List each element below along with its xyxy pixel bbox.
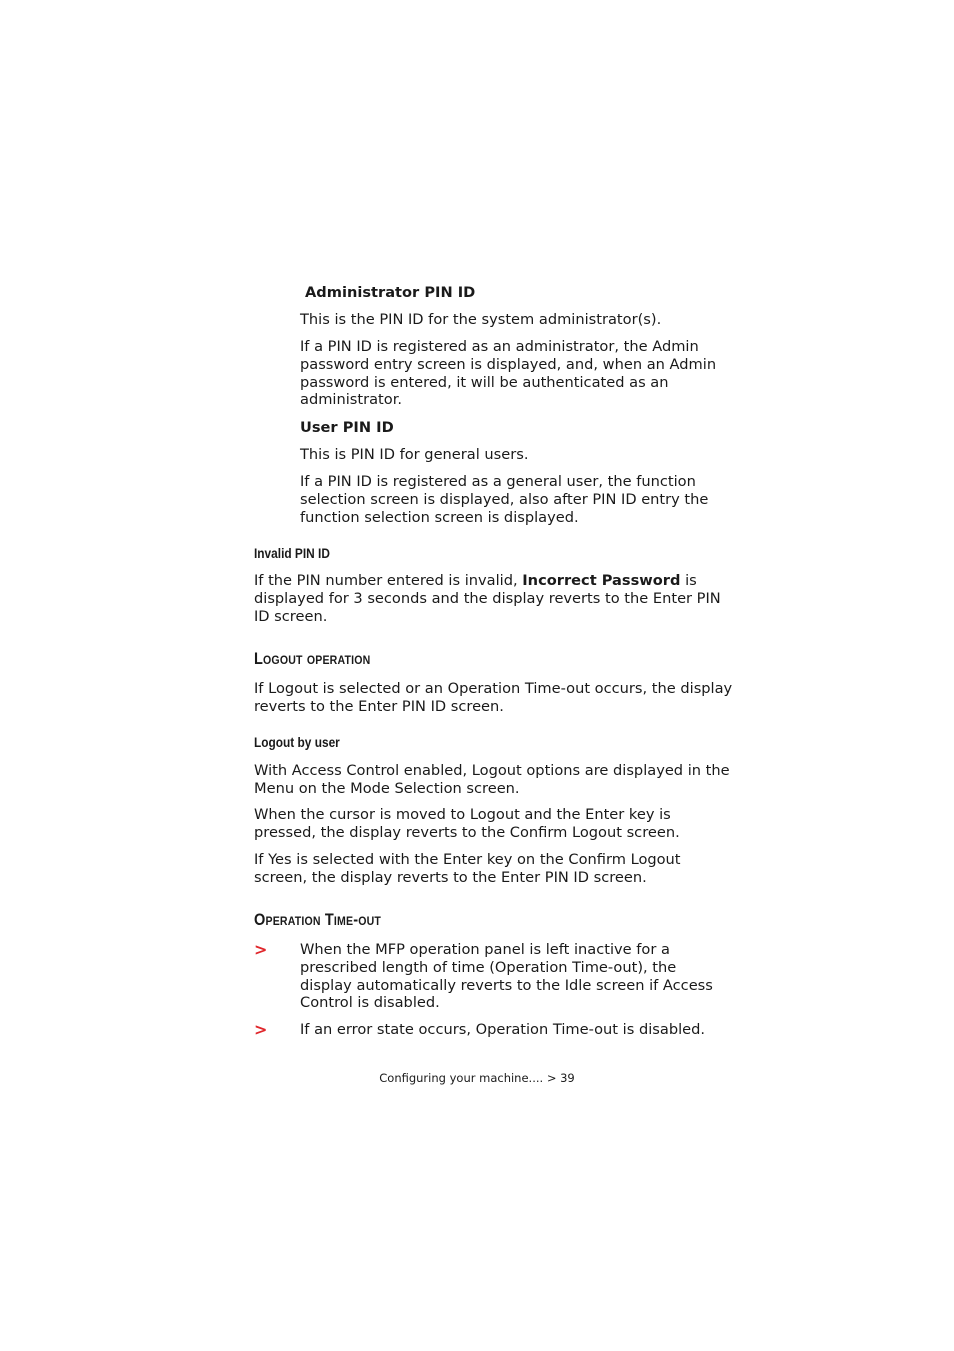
admin-pin-heading: Administrator PIN ID — [305, 284, 476, 301]
user-pin-heading: User PIN ID — [300, 419, 394, 436]
user-pin-paragraph-2: If a PIN ID is registered as a general user, the function selection screen is displayed, also after PIN ID entry the function selection screen is displayed. — [300, 473, 709, 526]
logout-by-user-heading: Logout by user — [254, 735, 340, 750]
invalid-pin-text-before: If the PIN number entered is invalid, — [254, 572, 523, 589]
operation-timeout-heading: Operation Time-out — [254, 911, 382, 929]
invalid-pin-paragraph — [254, 572, 726, 625]
user-pin-paragraph-1: This is PIN ID for general users. — [300, 446, 529, 463]
bullet-marker-1: > — [254, 940, 268, 959]
logout-operation-heading: Logout operation — [254, 650, 371, 668]
invalid-pin-heading: Invalid PIN ID — [254, 546, 330, 561]
logout-operation-paragraph: If Logout is selected or an Operation Time-out occurs, the display reverts to the Enter PIN ID screen. — [254, 680, 733, 715]
incorrect-password-label: Incorrect Password — [522, 572, 681, 589]
admin-pin-paragraph-2: If a PIN ID is registered as an administrator, the Admin password entry screen is displayed, and, when an Admin password is entered, it will be authenticated as an administrator. — [300, 338, 717, 409]
invalid-pin-text-after: is displayed for 3 seconds and the display reverts to the Enter PIN ID screen. — [254, 572, 721, 625]
logout-by-user-paragraph-1: With Access Control enabled, Logout options are displayed in the Menu on the Mode Selection screen. — [254, 762, 730, 797]
logout-by-user-paragraph-2: When the cursor is moved to Logout and the Enter key is pressed, the display reverts to the Confirm Logout screen. — [254, 806, 680, 841]
timeout-bullet-2: If an error state occurs, Operation Time-out is disabled. — [300, 1021, 706, 1038]
timeout-bullet-1: When the MFP operation panel is left inactive for a prescribed length of time (Operation Time-out), the display automatically reverts to the Idle screen if Access Control is disabled. — [300, 941, 713, 1012]
admin-pin-paragraph-1: This is the PIN ID for the system administrator(s). — [300, 311, 662, 328]
bullet-marker-2: > — [254, 1020, 268, 1039]
page-footer: Configuring your machine.... > 39 — [379, 1071, 575, 1085]
logout-by-user-paragraph-3: If Yes is selected with the Enter key on the Confirm Logout screen, the display reverts to the Enter PIN ID screen. — [254, 851, 681, 886]
